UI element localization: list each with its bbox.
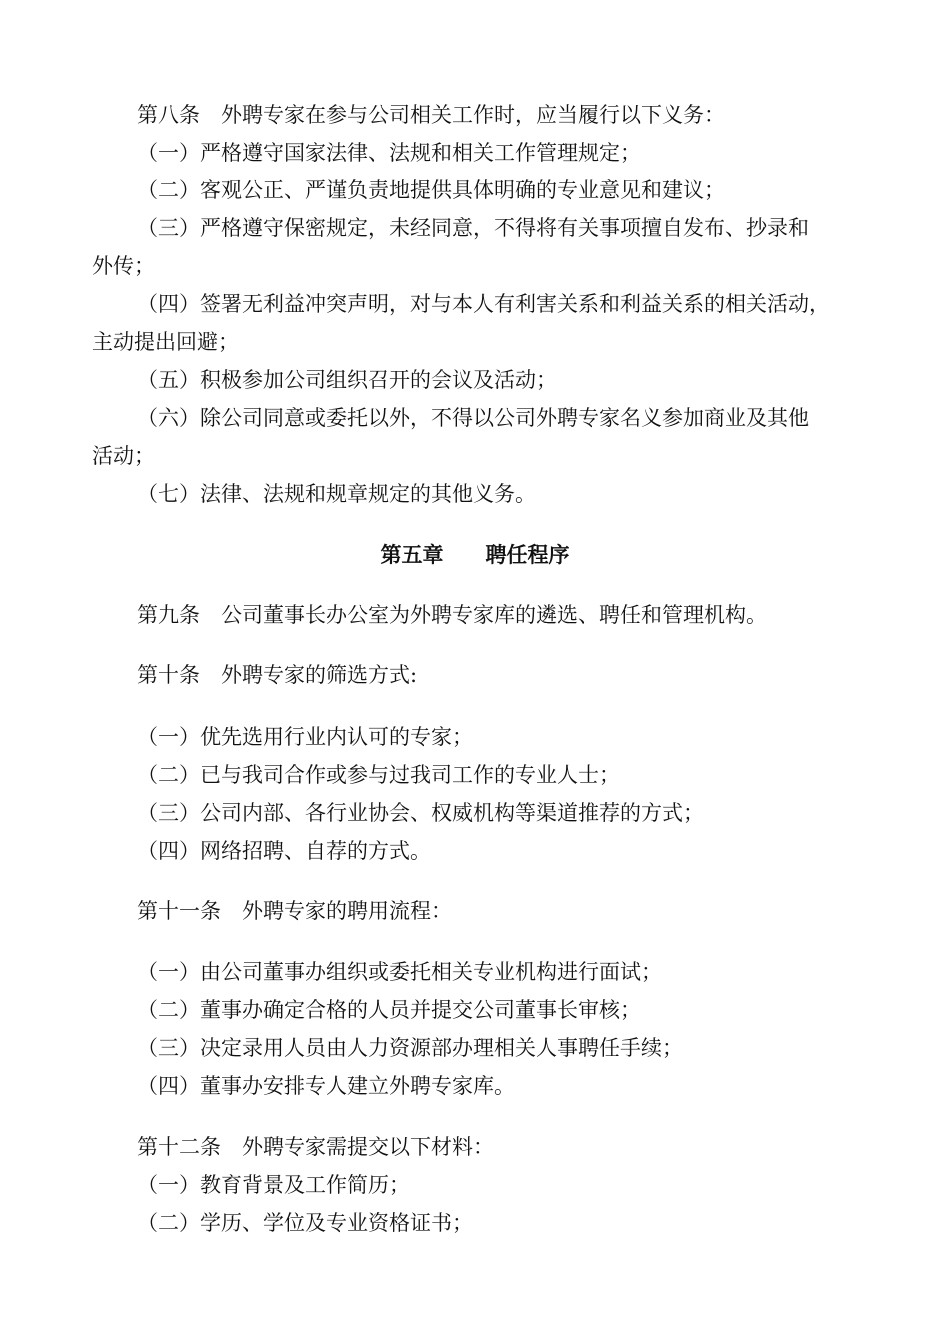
article-12-item-2: （二）学历、学位及专业资格证书； — [137, 1211, 473, 1235]
article-11-item-3: （三）决定录用人员由人力资源部办理相关人事聘任手续； — [137, 1036, 683, 1060]
article-11-item-1: （一）由公司董事办组织或委托相关专业机构进行面试； — [137, 960, 662, 984]
article-8-item-3: （三）严格遵守保密规定，未经同意，不得将有关事项擅自发布、抄录和 — [137, 216, 809, 240]
article-8-item-3-cont: 外传； — [92, 254, 155, 278]
article-12-title: 第十二条 外聘专家需提交以下材料： — [137, 1135, 494, 1159]
article-8-item-6: （六）除公司同意或委托以外，不得以公司外聘专家名义参加商业及其他 — [137, 406, 809, 430]
article-10-item-2: （二）已与我司合作或参与过我司工作的专业人士； — [137, 763, 620, 787]
article-8-item-2: （二）客观公正、严谨负责地提供具体明确的专业意见和建议； — [137, 178, 725, 202]
article-8-item-4-cont: 主动提出回避； — [92, 330, 239, 354]
article-10-title: 第十条 外聘专家的筛选方式: — [137, 663, 418, 687]
article-9-title: 第九条 公司董事长办公室为外聘专家库的遴选、聘任和管理机构。 — [137, 603, 767, 627]
article-11-item-2: （二）董事办确定合格的人员并提交公司董事长审核； — [137, 998, 641, 1022]
chapter-heading — [0, 540, 950, 570]
article-8-item-5: （五）积极参加公司组织召开的会议及活动； — [137, 368, 557, 392]
article-8-item-1: （一）严格遵守国家法律、法规和相关工作管理规定； — [137, 141, 641, 165]
article-12-item-1: （一）教育背景及工作简历； — [137, 1173, 410, 1197]
article-11-title: 第十一条 外聘专家的聘用流程： — [137, 899, 452, 923]
article-10-item-4: （四）网络招聘、自荐的方式。 — [137, 839, 431, 863]
chapter-name: 聘任程序 — [485, 543, 570, 567]
article-8-item-4: （四）签署无利益冲突声明，对与本人有利害关系和利益关系的相关活动， — [137, 292, 830, 316]
article-8-item-6-cont: 活动； — [92, 444, 155, 468]
chapter-number: 第五章 — [380, 543, 444, 567]
article-10-item-1: （一）优先选用行业内认可的专家； — [137, 725, 473, 749]
article-8-title: 第八条 外聘专家在参与公司相关工作时，应当履行以下义务： — [137, 103, 725, 127]
article-11-item-4: （四）董事办安排专人建立外聘专家库。 — [137, 1074, 515, 1098]
article-10-item-3: （三）公司内部、各行业协会、权威机构等渠道推荐的方式； — [137, 801, 704, 825]
article-8-item-7: （七）法律、法规和规章规定的其他义务。 — [137, 482, 536, 506]
